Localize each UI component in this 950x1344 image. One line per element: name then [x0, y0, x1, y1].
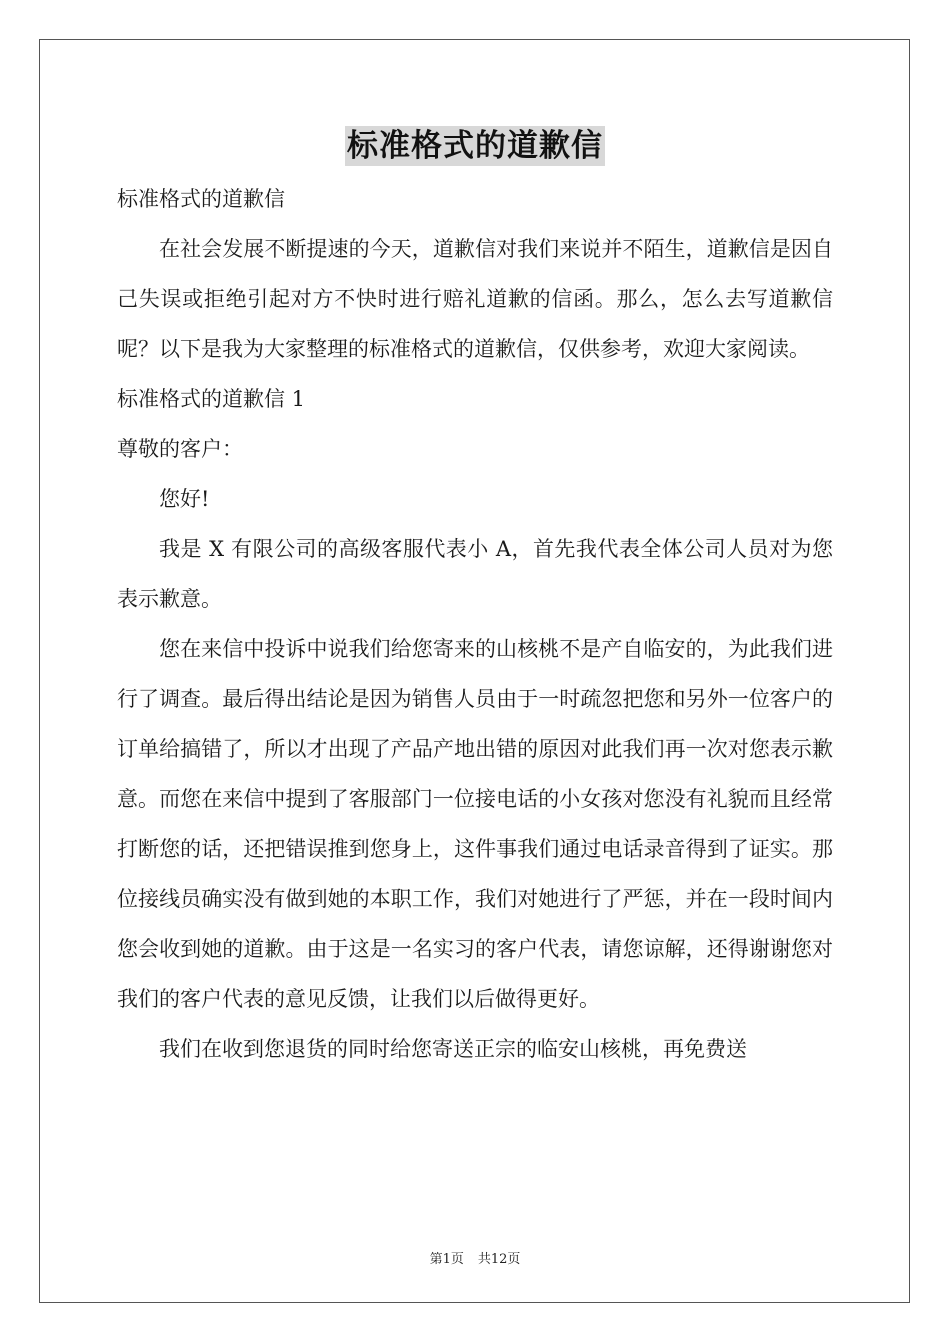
paragraph-introduction: 我是 X 有限公司的高级客服代表小 A，首先我代表全体公司人员对为您表示歉意。 — [117, 537, 833, 611]
paragraph-continuation: 我们在收到您退货的同时给您寄送正宗的临安山核桃，再免费送 — [159, 1037, 747, 1061]
paragraph-greeting: 您好! — [159, 487, 210, 511]
page-footer — [0, 1248, 950, 1267]
document-title: 标准格式的道歉信 — [347, 128, 603, 164]
page-total: 共12页 — [477, 1252, 521, 1267]
document-body — [117, 174, 833, 1074]
paragraph-heading: 标准格式的道歉信 — [117, 187, 285, 211]
page-number: 第1页 — [429, 1252, 464, 1267]
title-wrap — [0, 126, 950, 166]
paragraph-intro: 在社会发展不断提速的今天，道歉信对我们来说并不陌生，道歉信是因自己失误或拒绝引起对方不快时进行赔礼道歉的信函。那么，怎么去写道歉信呢？以下是我为大家整理的标准格式的道歉信，仅供参考，欢迎大家阅读。 — [117, 237, 833, 361]
paragraph-salutation: 尊敬的客户： — [117, 437, 243, 461]
paragraph-body: 您在来信中投诉中说我们给您寄来的山核桃不是产自临安的，为此我们进行了调查。最后得出结论是因为销售人员由于一时疏忽把您和另外一位客户的订单给搞错了，所以才出现了产品产地出错的原因对此我们再一次对您表示歉意。而您在来信中提到了客服部门一位接电话的小女孩对您没有礼貌而且经常打断您的话，还把错误推到您身上，这件事我们通过电话录音得到了证实。那位接线员确实没有做到她的本职工作，我们对她进行了严惩，并在一段时间内您会收到她的道歉。由于这是一名实习的客户代表，请您谅解，还得谢谢您对我们的客户代表的意见反馈，让我们以后做得更好。 — [117, 637, 833, 1011]
paragraph-section-title: 标准格式的道歉信 1 — [117, 387, 306, 411]
